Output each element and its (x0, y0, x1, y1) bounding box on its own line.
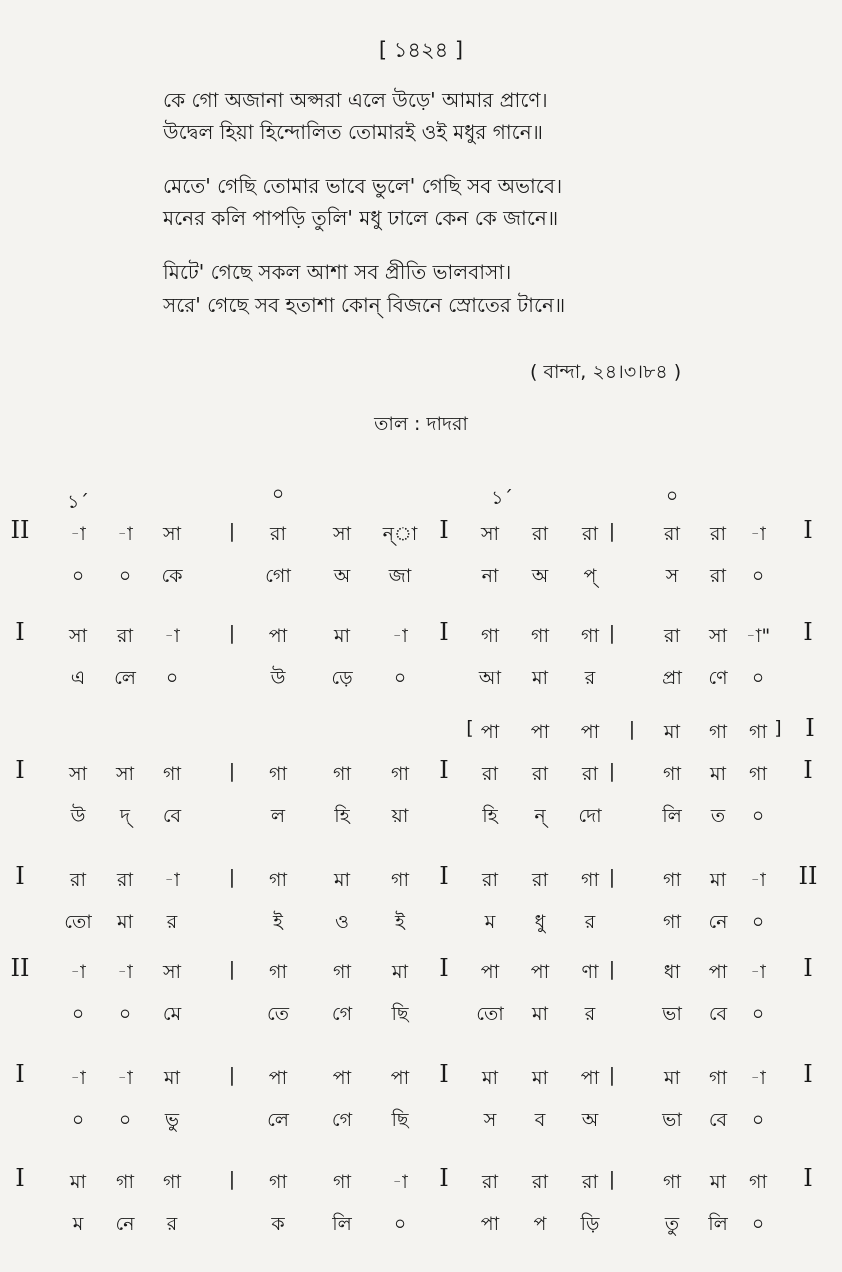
note: গা (269, 961, 287, 983)
syllable: ছি (391, 1003, 409, 1025)
note: গা (333, 763, 351, 785)
syllable: ০ (118, 1109, 132, 1131)
row-start-bar: I (15, 756, 25, 784)
syllable: তো (64, 911, 92, 933)
note: পা (268, 1067, 288, 1089)
taal-heading: তাল : দাদরা (374, 413, 468, 435)
beat-mark: ০ (271, 483, 285, 505)
note: রা (117, 625, 133, 647)
lyric-line-1: কে গো অজানা অপ্সরা এলে উড়ে' আমার প্রাণে। (163, 88, 548, 112)
minor-bar: | (608, 958, 616, 980)
beat-mark: ১´ (491, 487, 513, 509)
variant-note: গা (709, 721, 727, 743)
note: গা (581, 869, 599, 891)
note: পা (530, 961, 550, 983)
syllable: ড়ে (331, 667, 353, 689)
syllable: মে (162, 1003, 182, 1025)
syllable: তু (664, 1213, 680, 1235)
syllable: না (481, 565, 499, 587)
major-bar: I (439, 1060, 449, 1088)
major-bar: I (439, 862, 449, 890)
row-end-bar: I (803, 1060, 813, 1088)
syllable: ০ (751, 1003, 765, 1025)
major-bar: I (439, 756, 449, 784)
minor-bar: | (608, 622, 616, 644)
minor-bar: | (228, 1168, 236, 1190)
lyric-line-4: মনের কলি পাপড়ি তুলি' মধু ঢালে কেন কে জানে॥ (163, 206, 559, 230)
syllable: ভা (662, 1109, 682, 1131)
syllable: ০ (751, 1109, 765, 1131)
note: সা (480, 523, 500, 545)
note: মা (333, 869, 351, 891)
note: সা (68, 763, 88, 785)
syllable: লি (332, 1213, 352, 1235)
syllable: আ (478, 667, 502, 689)
syllable: বে (162, 805, 182, 827)
note: রা (482, 763, 498, 785)
note: গা (749, 1171, 767, 1193)
syllable: লে (267, 1109, 289, 1131)
row-start-bar: II (10, 954, 30, 982)
row-end-bar: I (803, 516, 813, 544)
note: রা (710, 523, 726, 545)
minor-bar: | (608, 1064, 616, 1086)
note: -া (164, 625, 180, 647)
syllable: র (166, 911, 178, 933)
minor-bar: | (608, 760, 616, 782)
note: -া (392, 625, 408, 647)
note: গা (163, 1171, 181, 1193)
major-bar: I (439, 516, 449, 544)
note: রা (532, 763, 548, 785)
variant-note: মা (663, 721, 681, 743)
note: সা (115, 763, 135, 785)
note: রা (70, 869, 86, 891)
syllable: তে (267, 1003, 289, 1025)
syllable: লি (662, 805, 682, 827)
syllable: ই (273, 911, 283, 933)
note: গা (531, 625, 549, 647)
beat-mark: ০ (665, 485, 679, 507)
syllable: ব (534, 1109, 546, 1131)
syllable: ছি (391, 1109, 409, 1131)
note: গা (333, 961, 351, 983)
note: সা (68, 625, 88, 647)
syllable: হি (334, 805, 350, 827)
syllable: কে (161, 565, 183, 587)
note: ণা (581, 961, 599, 983)
page-number: [ ১৪২৪ ] (378, 38, 464, 62)
syllable: প (533, 1213, 547, 1235)
syllable: গো (265, 565, 291, 587)
note: -া (750, 961, 766, 983)
syllable: ০ (118, 565, 132, 587)
variant-end-bar: I (805, 714, 815, 742)
note: -া (164, 869, 180, 891)
note: রা (117, 869, 133, 891)
note: গা (391, 763, 409, 785)
row-start-bar: I (15, 862, 25, 890)
syllable: প্ (583, 565, 597, 587)
note: পা (580, 1067, 600, 1089)
note: ধা (663, 961, 681, 983)
note: -া (117, 961, 133, 983)
variant-bar: | (628, 718, 636, 740)
note: গা (581, 625, 599, 647)
note: পা (480, 961, 500, 983)
minor-bar: | (228, 866, 236, 888)
note: -া (750, 869, 766, 891)
note: রা (664, 523, 680, 545)
note: সা (332, 523, 352, 545)
note: -া (117, 523, 133, 545)
note: -া (750, 523, 766, 545)
syllable: র (584, 1003, 596, 1025)
note: মা (333, 625, 351, 647)
note: পা (332, 1067, 352, 1089)
row-start-bar: I (15, 618, 25, 646)
note: রা (532, 523, 548, 545)
note: গা (116, 1171, 134, 1193)
note: রা (582, 763, 598, 785)
syllable: পা (480, 1213, 500, 1235)
note: পা (268, 625, 288, 647)
syllable: ০ (71, 1003, 85, 1025)
note: রা (482, 1171, 498, 1193)
note: গা (663, 869, 681, 891)
syllable: ০ (71, 565, 85, 587)
syllable: নে (115, 1213, 135, 1235)
syllable: ন্ (534, 805, 546, 827)
syllable: ০ (751, 805, 765, 827)
syllable: জা (388, 565, 412, 587)
syllable: র (166, 1213, 178, 1235)
note: গা (269, 1171, 287, 1193)
syllable: দো (578, 805, 602, 827)
syllable: ক (271, 1213, 285, 1235)
syllable: ০ (751, 1213, 765, 1235)
syllable: ০ (118, 1003, 132, 1025)
syllable: প্রা (662, 667, 682, 689)
note: গা (391, 869, 409, 891)
syllable: স (483, 1109, 497, 1131)
note: গা (163, 763, 181, 785)
syllable: রা (710, 565, 726, 587)
syllable: ম (72, 1213, 84, 1235)
row-start-bar: I (15, 1060, 25, 1088)
syllable: মা (116, 911, 134, 933)
syllable: ০ (71, 1109, 85, 1131)
syllable: ণে (708, 667, 728, 689)
note: -া (117, 1067, 133, 1089)
syllable: ০ (393, 1213, 407, 1235)
note: গা (709, 1067, 727, 1089)
note: -া (70, 961, 86, 983)
note: গা (749, 763, 767, 785)
note: গা (481, 625, 499, 647)
variant-note: পা (530, 721, 550, 743)
syllable: ভা (662, 1003, 682, 1025)
syllable: স (665, 565, 679, 587)
syllable: নে (708, 911, 728, 933)
note: মা (709, 1171, 727, 1193)
note: মা (391, 961, 409, 983)
note: -া (392, 1171, 408, 1193)
syllable: ও (335, 911, 349, 933)
syllable: ল (270, 805, 286, 827)
syllable: ০ (393, 667, 407, 689)
lyric-line-5: মিটে' গেছে সকল আশা সব প্রীতি ভালবাসা। (163, 260, 512, 284)
note: রা (532, 869, 548, 891)
lyric-line-2: উদ্বেল হিয়া হিন্দোলিত তোমারই ওই মধুর গানে॥ (163, 120, 543, 144)
note: সা (162, 523, 182, 545)
note: রা (482, 869, 498, 891)
note: মা (481, 1067, 499, 1089)
syllable: বে (708, 1109, 728, 1131)
syllable: ০ (751, 667, 765, 689)
note: পা (390, 1067, 410, 1089)
major-bar: I (439, 954, 449, 982)
variant-note: পা (580, 721, 600, 743)
note: ন্া (382, 523, 418, 545)
variant-note: পা (480, 721, 500, 743)
minor-bar: | (228, 760, 236, 782)
composition-reference: ( বান্দা, ২৪।৩।৮৪ ) (530, 361, 682, 383)
note: মা (709, 869, 727, 891)
note: সা (708, 625, 728, 647)
variant-open-bracket: [ (466, 717, 474, 739)
syllable: ই (395, 911, 405, 933)
minor-bar: | (608, 520, 616, 542)
row-end-bar: I (803, 618, 813, 646)
note: সা (162, 961, 182, 983)
syllable: ০ (751, 911, 765, 933)
syllable: ড়ি (580, 1213, 600, 1235)
syllable: উ (270, 667, 286, 689)
minor-bar: | (608, 1168, 616, 1190)
row-end-bar: II (798, 862, 818, 890)
syllable: দ্ (120, 805, 130, 827)
variant-note: গা (749, 721, 767, 743)
note: গা (663, 763, 681, 785)
syllable: এ (70, 667, 86, 689)
row-end-bar: I (803, 756, 813, 784)
syllable: লি (708, 1213, 728, 1235)
note: রা (582, 1171, 598, 1193)
syllable: ০ (165, 667, 179, 689)
note: রা (532, 1171, 548, 1193)
syllable: তো (476, 1003, 504, 1025)
row-start-bar: II (10, 516, 30, 544)
syllable: উ (70, 805, 86, 827)
syllable: ম (484, 911, 496, 933)
note: রা (664, 625, 680, 647)
note: মা (663, 1067, 681, 1089)
note: -া (70, 1067, 86, 1089)
minor-bar: | (228, 622, 236, 644)
syllable: বে (708, 1003, 728, 1025)
note: -া (70, 523, 86, 545)
lyric-line-3: মেতে' গেছি তোমার ভাবে ভুলে' গেছি সব অভাবে। (163, 174, 563, 198)
syllable: গা (663, 911, 681, 933)
syllable: অ (581, 1109, 599, 1131)
note: -া" (745, 625, 771, 647)
note: মা (709, 763, 727, 785)
note: মা (69, 1171, 87, 1193)
variant-close-bracket: ] (774, 717, 782, 739)
major-bar: I (439, 618, 449, 646)
syllable: গে (331, 1003, 353, 1025)
syllable: য়া (391, 805, 409, 827)
syllable: মা (531, 667, 549, 689)
note: রা (582, 523, 598, 545)
note: মা (163, 1067, 181, 1089)
syllable: অ (333, 565, 351, 587)
syllable: মা (531, 1003, 549, 1025)
note: গা (663, 1171, 681, 1193)
syllable: ধু (534, 911, 546, 933)
note: গা (269, 869, 287, 891)
note: -া (750, 1067, 766, 1089)
note: গা (333, 1171, 351, 1193)
note: পা (708, 961, 728, 983)
note: গা (269, 763, 287, 785)
syllable: র (584, 911, 596, 933)
syllable: ০ (751, 565, 765, 587)
beat-mark: ১´ (67, 491, 89, 513)
syllable: গে (331, 1109, 353, 1131)
note: রা (270, 523, 286, 545)
syllable: ত (710, 805, 726, 827)
minor-bar: | (228, 1064, 236, 1086)
syllable: লে (114, 667, 136, 689)
note: মা (531, 1067, 549, 1089)
lyric-line-6: সরে' গেছে সব হতাশা কোন্ বিজনে স্রোতের টানে॥ (163, 293, 566, 317)
minor-bar: | (228, 520, 236, 542)
minor-bar: | (608, 866, 616, 888)
syllable: হি (482, 805, 498, 827)
syllable: র (584, 667, 596, 689)
syllable: ভু (164, 1109, 180, 1131)
major-bar: I (439, 1164, 449, 1192)
row-end-bar: I (803, 1164, 813, 1192)
row-start-bar: I (15, 1164, 25, 1192)
row-end-bar: I (803, 954, 813, 982)
minor-bar: | (228, 958, 236, 980)
syllable: অ (531, 565, 549, 587)
